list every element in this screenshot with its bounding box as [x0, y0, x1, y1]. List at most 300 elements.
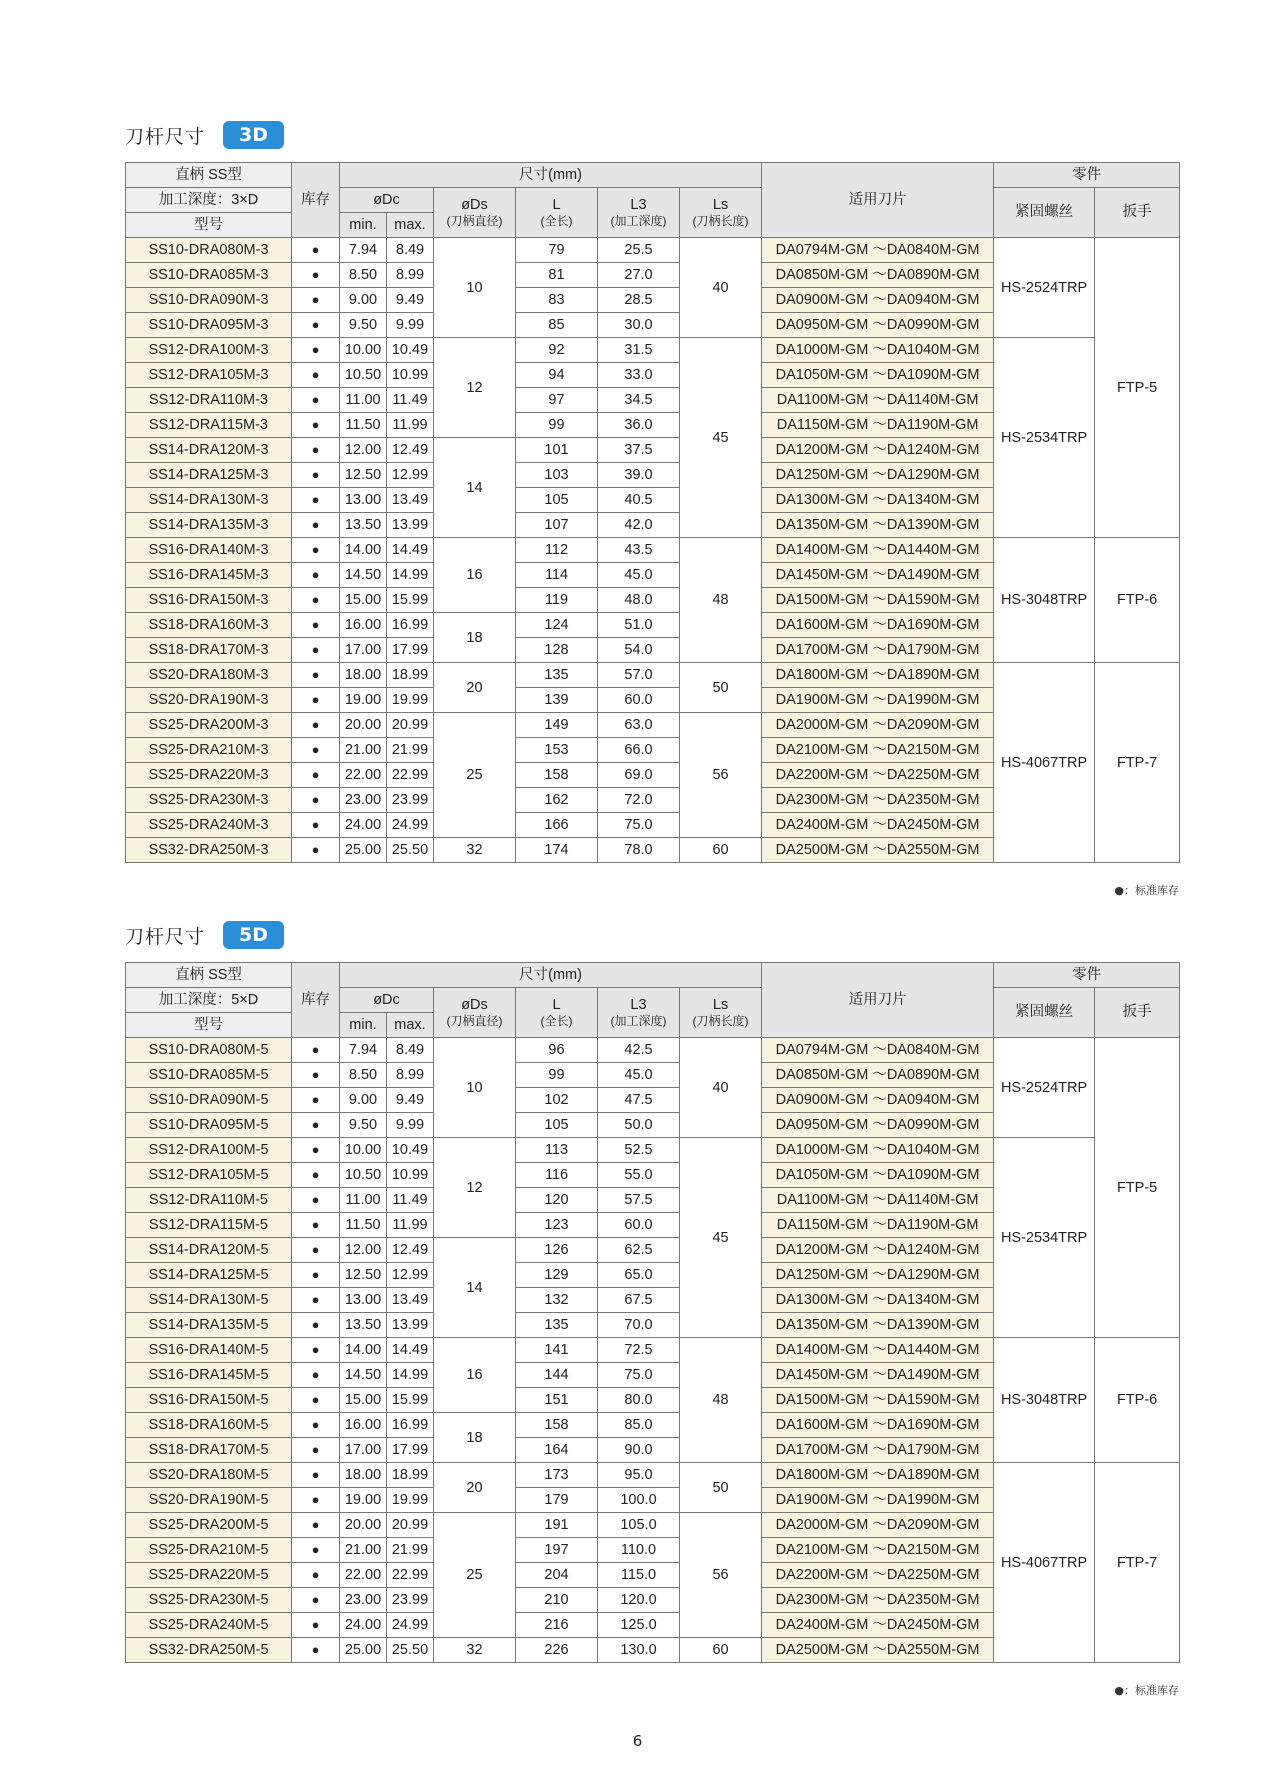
cell-stock: ● — [292, 1238, 340, 1263]
cell-l3: 78.0 — [598, 838, 680, 863]
cell-blade: DA1150M-GM ～DA1190M-GM — [762, 1213, 994, 1238]
cell-stock: ● — [292, 713, 340, 738]
cell-l3: 85.0 — [598, 1413, 680, 1438]
cell-stock: ● — [292, 238, 340, 263]
cell-stock: ● — [292, 488, 340, 513]
cell-dc-max: 17.99 — [387, 1438, 434, 1463]
cell-l3: 57.0 — [598, 663, 680, 688]
cell-model: SS12-DRA105M-5 — [126, 1163, 292, 1188]
cell-dc-max: 17.99 — [387, 638, 434, 663]
cell-l3: 67.5 — [598, 1288, 680, 1313]
cell-dc-max: 22.99 — [387, 763, 434, 788]
cell-model: SS14-DRA125M-5 — [126, 1263, 292, 1288]
cell-screw: HS-4067TRP — [994, 663, 1095, 863]
cell-ds: 25 — [434, 1513, 516, 1638]
section-badge: 3D — [223, 121, 284, 149]
cell-dc-min: 19.00 — [340, 1488, 387, 1513]
cell-model: SS25-DRA220M-5 — [126, 1563, 292, 1588]
cell-dc-max: 8.49 — [387, 238, 434, 263]
cell-stock: ● — [292, 363, 340, 388]
cell-l: 81 — [516, 263, 598, 288]
table-body — [126, 238, 1180, 863]
header-dc-min: min. — [340, 1013, 387, 1038]
cell-l3: 30.0 — [598, 313, 680, 338]
cell-dc-min: 12.00 — [340, 438, 387, 463]
cell-stock: ● — [292, 288, 340, 313]
header-parts: 零件 — [994, 163, 1180, 188]
cell-model: SS12-DRA100M-3 — [126, 338, 292, 363]
cell-dc-min: 13.00 — [340, 488, 387, 513]
cell-ds: 18 — [434, 1413, 516, 1463]
cell-ds: 25 — [434, 713, 516, 838]
cell-stock: ● — [292, 313, 340, 338]
cell-stock: ● — [292, 588, 340, 613]
cell-stock: ● — [292, 1388, 340, 1413]
cell-ls: 45 — [680, 1138, 762, 1338]
cell-l: 113 — [516, 1138, 598, 1163]
cell-model: SS12-DRA115M-5 — [126, 1213, 292, 1238]
cell-ds: 20 — [434, 663, 516, 713]
section-title — [125, 120, 284, 150]
cell-stock: ● — [292, 1038, 340, 1063]
cell-dc-max: 9.99 — [387, 313, 434, 338]
cell-dc-min: 11.50 — [340, 1213, 387, 1238]
cell-model: SS16-DRA140M-3 — [126, 538, 292, 563]
cell-l3: 33.0 — [598, 363, 680, 388]
cell-blade: DA1800M-GM ～DA1890M-GM — [762, 663, 994, 688]
cell-model: SS14-DRA130M-3 — [126, 488, 292, 513]
header-ls — [680, 188, 762, 238]
cell-stock: ● — [292, 663, 340, 688]
cell-ls: 40 — [680, 238, 762, 338]
header-model: 型号 — [126, 213, 292, 238]
cell-dc-min: 14.00 — [340, 538, 387, 563]
cell-dc-max: 11.99 — [387, 413, 434, 438]
cell-l3: 110.0 — [598, 1538, 680, 1563]
cell-ds: 14 — [434, 438, 516, 538]
cell-wrench: FTP-6 — [1095, 538, 1180, 663]
cell-dc-min: 16.00 — [340, 613, 387, 638]
cell-dc-max: 25.50 — [387, 1638, 434, 1663]
cell-stock: ● — [292, 1488, 340, 1513]
cell-model: SS10-DRA085M-3 — [126, 263, 292, 288]
cell-l3: 37.5 — [598, 438, 680, 463]
cell-dc-min: 14.50 — [340, 1363, 387, 1388]
header-blade: 适用刀片 — [762, 163, 994, 238]
cell-l3: 52.5 — [598, 1138, 680, 1163]
cell-screw: HS-2534TRP — [994, 338, 1095, 538]
cell-dc-min: 9.00 — [340, 288, 387, 313]
cell-dc-min: 20.00 — [340, 1513, 387, 1538]
cell-dc-min: 8.50 — [340, 263, 387, 288]
cell-model: SS20-DRA180M-3 — [126, 663, 292, 688]
cell-stock: ● — [292, 1438, 340, 1463]
cell-model: SS14-DRA135M-5 — [126, 1313, 292, 1338]
header-ls-sub: (刀柄长度) — [692, 1014, 749, 1028]
cell-blade: DA0794M-GM ～DA0840M-GM — [762, 1038, 994, 1063]
cell-dc-min: 15.00 — [340, 588, 387, 613]
cell-l: 112 — [516, 538, 598, 563]
cell-dc-min: 10.50 — [340, 1163, 387, 1188]
cell-dc-max: 16.99 — [387, 1413, 434, 1438]
cell-dc-max: 11.49 — [387, 388, 434, 413]
cell-dc-max: 23.99 — [387, 1588, 434, 1613]
cell-dc-max: 10.99 — [387, 363, 434, 388]
cell-dc-max: 14.49 — [387, 538, 434, 563]
cell-ls: 50 — [680, 1463, 762, 1513]
header-l-sub: (全长) — [540, 1014, 573, 1028]
cell-stock: ● — [292, 388, 340, 413]
cell-l: 158 — [516, 1413, 598, 1438]
cell-dc-min: 21.00 — [340, 1538, 387, 1563]
cell-stock: ● — [292, 413, 340, 438]
header-l — [516, 988, 598, 1038]
stock-legend: ●：标准库存 — [1114, 1684, 1179, 1697]
spec-table-5d — [125, 962, 1180, 1663]
cell-stock: ● — [292, 1588, 340, 1613]
cell-l: 151 — [516, 1388, 598, 1413]
cell-blade: DA1300M-GM ～DA1340M-GM — [762, 488, 994, 513]
cell-model: SS12-DRA115M-3 — [126, 413, 292, 438]
cell-blade: DA1600M-GM ～DA1690M-GM — [762, 613, 994, 638]
cell-l: 149 — [516, 713, 598, 738]
cell-dc-max: 8.99 — [387, 263, 434, 288]
cell-dc-max: 19.99 — [387, 1488, 434, 1513]
table-row — [126, 338, 1180, 363]
cell-dc-max: 15.99 — [387, 1388, 434, 1413]
cell-model: SS14-DRA125M-3 — [126, 463, 292, 488]
cell-l3: 42.0 — [598, 513, 680, 538]
cell-ls: 56 — [680, 713, 762, 838]
cell-l3: 54.0 — [598, 638, 680, 663]
cell-stock: ● — [292, 1463, 340, 1488]
cell-dc-max: 24.99 — [387, 1613, 434, 1638]
header-ls-label: Ls — [712, 197, 729, 213]
cell-dc-min: 17.00 — [340, 1438, 387, 1463]
cell-model: SS25-DRA230M-3 — [126, 788, 292, 813]
cell-ds: 18 — [434, 613, 516, 663]
spec-table-3d — [125, 162, 1180, 863]
cell-model: SS25-DRA230M-5 — [126, 1588, 292, 1613]
header-l3-label: L3 — [630, 997, 647, 1013]
cell-l3: 50.0 — [598, 1113, 680, 1138]
header-parts: 零件 — [994, 963, 1180, 988]
cell-dc-min: 20.00 — [340, 713, 387, 738]
cell-model: SS32-DRA250M-5 — [126, 1638, 292, 1663]
cell-dc-min: 9.50 — [340, 313, 387, 338]
cell-ds: 20 — [434, 1463, 516, 1513]
cell-l3: 36.0 — [598, 413, 680, 438]
cell-stock: ● — [292, 688, 340, 713]
cell-dc-min: 11.00 — [340, 1188, 387, 1213]
header-screw: 紧固螺丝 — [994, 988, 1095, 1038]
cell-l: 124 — [516, 613, 598, 638]
cell-dc-min: 12.50 — [340, 463, 387, 488]
header-ls — [680, 988, 762, 1038]
table-row — [126, 1338, 1180, 1363]
cell-l: 128 — [516, 638, 598, 663]
cell-dc-max: 9.49 — [387, 1088, 434, 1113]
cell-stock: ● — [292, 1513, 340, 1538]
cell-dc-max: 12.99 — [387, 1263, 434, 1288]
cell-stock: ● — [292, 1338, 340, 1363]
cell-l: 96 — [516, 1038, 598, 1063]
cell-dc-max: 13.99 — [387, 513, 434, 538]
cell-dc-max: 9.49 — [387, 288, 434, 313]
cell-l: 174 — [516, 838, 598, 863]
cell-dc-max: 8.49 — [387, 1038, 434, 1063]
cell-l: 191 — [516, 1513, 598, 1538]
cell-blade: DA1250M-GM ～DA1290M-GM — [762, 463, 994, 488]
cell-stock: ● — [292, 613, 340, 638]
cell-l: 85 — [516, 313, 598, 338]
cell-l: 79 — [516, 238, 598, 263]
header-ds-label: øDs — [461, 997, 488, 1013]
cell-dc-max: 14.49 — [387, 1338, 434, 1363]
cell-dc-max: 18.99 — [387, 663, 434, 688]
cell-dc-min: 24.00 — [340, 1613, 387, 1638]
cell-dc-min: 13.00 — [340, 1288, 387, 1313]
header-ds — [434, 188, 516, 238]
cell-dc-max: 11.49 — [387, 1188, 434, 1213]
cell-screw: HS-2524TRP — [994, 238, 1095, 338]
cell-wrench: FTP-7 — [1095, 1463, 1180, 1663]
cell-model: SS16-DRA150M-5 — [126, 1388, 292, 1413]
cell-blade: DA0950M-GM ～DA0990M-GM — [762, 1113, 994, 1138]
cell-model: SS25-DRA210M-3 — [126, 738, 292, 763]
cell-stock: ● — [292, 763, 340, 788]
cell-l3: 34.5 — [598, 388, 680, 413]
cell-l3: 63.0 — [598, 713, 680, 738]
cell-dc-max: 13.49 — [387, 1288, 434, 1313]
cell-dc-min: 19.00 — [340, 688, 387, 713]
cell-l3: 65.0 — [598, 1263, 680, 1288]
cell-l3: 66.0 — [598, 738, 680, 763]
cell-ds: 10 — [434, 238, 516, 338]
cell-dc-min: 7.94 — [340, 1038, 387, 1063]
cell-l: 153 — [516, 738, 598, 763]
cell-blade: DA1700M-GM ～DA1790M-GM — [762, 1438, 994, 1463]
cell-dc-min: 24.00 — [340, 813, 387, 838]
page-number: 6 — [632, 1732, 643, 1750]
cell-model: SS12-DRA110M-5 — [126, 1188, 292, 1213]
cell-dc-max: 20.99 — [387, 1513, 434, 1538]
cell-l: 226 — [516, 1638, 598, 1663]
cell-l: 123 — [516, 1213, 598, 1238]
cell-model: SS25-DRA200M-5 — [126, 1513, 292, 1538]
cell-l: 126 — [516, 1238, 598, 1263]
cell-l: 210 — [516, 1588, 598, 1613]
cell-screw: HS-4067TRP — [994, 1463, 1095, 1663]
cell-l: 120 — [516, 1188, 598, 1213]
cell-l3: 28.5 — [598, 288, 680, 313]
cell-l3: 57.5 — [598, 1188, 680, 1213]
header-l3 — [598, 188, 680, 238]
cell-stock: ● — [292, 1088, 340, 1113]
header-model: 型号 — [126, 1013, 292, 1038]
cell-l3: 69.0 — [598, 763, 680, 788]
cell-l3: 60.0 — [598, 1213, 680, 1238]
header-screw: 紧固螺丝 — [994, 188, 1095, 238]
cell-model: SS10-DRA090M-3 — [126, 288, 292, 313]
cell-model: SS32-DRA250M-3 — [126, 838, 292, 863]
section-badge: 5D — [223, 921, 284, 949]
cell-ds: 32 — [434, 838, 516, 863]
table-body — [126, 1038, 1180, 1663]
header-dc-max: max. — [387, 213, 434, 238]
cell-model: SS12-DRA100M-5 — [126, 1138, 292, 1163]
cell-blade: DA0850M-GM ～DA0890M-GM — [762, 263, 994, 288]
cell-dc-max: 10.49 — [387, 1138, 434, 1163]
cell-l: 216 — [516, 1613, 598, 1638]
cell-l: 173 — [516, 1463, 598, 1488]
header-l3-label: L3 — [630, 197, 647, 213]
cell-ls: 45 — [680, 338, 762, 538]
cell-dc-min: 12.50 — [340, 1263, 387, 1288]
cell-model: SS20-DRA190M-3 — [126, 688, 292, 713]
cell-stock: ● — [292, 638, 340, 663]
cell-l3: 55.0 — [598, 1163, 680, 1188]
cell-dc-max: 21.99 — [387, 738, 434, 763]
cell-l: 99 — [516, 413, 598, 438]
cell-l3: 125.0 — [598, 1613, 680, 1638]
cell-l: 129 — [516, 1263, 598, 1288]
cell-ls: 48 — [680, 1338, 762, 1463]
cell-l: 132 — [516, 1288, 598, 1313]
cell-dc-max: 9.99 — [387, 1113, 434, 1138]
table-row — [126, 663, 1180, 688]
cell-stock: ● — [292, 738, 340, 763]
cell-wrench: FTP-6 — [1095, 1338, 1180, 1463]
header-blade: 适用刀片 — [762, 963, 994, 1038]
cell-l3: 48.0 — [598, 588, 680, 613]
cell-blade: DA2300M-GM ～DA2350M-GM — [762, 1588, 994, 1613]
cell-l3: 90.0 — [598, 1438, 680, 1463]
cell-l: 94 — [516, 363, 598, 388]
cell-dc-max: 11.99 — [387, 1213, 434, 1238]
cell-l: 97 — [516, 388, 598, 413]
header-l3 — [598, 988, 680, 1038]
cell-blade: DA2500M-GM ～DA2550M-GM — [762, 1638, 994, 1663]
cell-l3: 95.0 — [598, 1463, 680, 1488]
cell-stock: ● — [292, 563, 340, 588]
cell-ls: 50 — [680, 663, 762, 713]
cell-dc-min: 10.00 — [340, 338, 387, 363]
cell-blade: DA0900M-GM ～DA0940M-GM — [762, 1088, 994, 1113]
cell-blade: DA1250M-GM ～DA1290M-GM — [762, 1263, 994, 1288]
cell-stock: ● — [292, 263, 340, 288]
cell-l: 204 — [516, 1563, 598, 1588]
cell-stock: ● — [292, 1288, 340, 1313]
cell-model: SS12-DRA110M-3 — [126, 388, 292, 413]
cell-dc-min: 11.00 — [340, 388, 387, 413]
section-title — [125, 920, 284, 950]
cell-model: SS25-DRA240M-5 — [126, 1613, 292, 1638]
cell-blade: DA1800M-GM ～DA1890M-GM — [762, 1463, 994, 1488]
cell-blade: DA1500M-GM ～DA1590M-GM — [762, 1388, 994, 1413]
cell-dc-max: 13.49 — [387, 488, 434, 513]
cell-l3: 43.5 — [598, 538, 680, 563]
cell-stock: ● — [292, 338, 340, 363]
cell-model: SS25-DRA200M-3 — [126, 713, 292, 738]
cell-dc-min: 13.50 — [340, 513, 387, 538]
cell-dc-min: 9.50 — [340, 1113, 387, 1138]
cell-dc-max: 21.99 — [387, 1538, 434, 1563]
header-l-label: L — [552, 197, 561, 213]
cell-screw: HS-3048TRP — [994, 538, 1095, 663]
header-ds-sub: (刀柄直径) — [446, 1014, 503, 1028]
cell-l3: 40.5 — [598, 488, 680, 513]
cell-blade: DA1100M-GM ～DA1140M-GM — [762, 388, 994, 413]
cell-blade: DA1150M-GM ～DA1190M-GM — [762, 413, 994, 438]
header-wrench: 扳手 — [1095, 988, 1180, 1038]
cell-l: 83 — [516, 288, 598, 313]
header-stock: 库存 — [292, 163, 340, 238]
cell-l3: 130.0 — [598, 1638, 680, 1663]
cell-l: 102 — [516, 1088, 598, 1113]
cell-blade: DA1000M-GM ～DA1040M-GM — [762, 1138, 994, 1163]
cell-dc-min: 14.00 — [340, 1338, 387, 1363]
cell-l3: 80.0 — [598, 1388, 680, 1413]
cell-blade: DA2000M-GM ～DA2090M-GM — [762, 1513, 994, 1538]
cell-model: SS20-DRA180M-5 — [126, 1463, 292, 1488]
cell-blade: DA1600M-GM ～DA1690M-GM — [762, 1413, 994, 1438]
cell-stock: ● — [292, 1563, 340, 1588]
cell-model: SS14-DRA130M-5 — [126, 1288, 292, 1313]
cell-wrench: FTP-7 — [1095, 663, 1180, 863]
cell-model: SS14-DRA120M-5 — [126, 1238, 292, 1263]
cell-blade: DA2100M-GM ～DA2150M-GM — [762, 1538, 994, 1563]
cell-blade: DA2400M-GM ～DA2450M-GM — [762, 813, 994, 838]
cell-blade: DA0900M-GM ～DA0940M-GM — [762, 288, 994, 313]
cell-l: 105 — [516, 1113, 598, 1138]
cell-l3: 120.0 — [598, 1588, 680, 1613]
cell-model: SS10-DRA080M-3 — [126, 238, 292, 263]
header-ls-label: Ls — [712, 997, 729, 1013]
cell-l3: 75.0 — [598, 813, 680, 838]
cell-blade: DA1400M-GM ～DA1440M-GM — [762, 1338, 994, 1363]
cell-stock: ● — [292, 1138, 340, 1163]
cell-l3: 115.0 — [598, 1563, 680, 1588]
cell-dc-max: 22.99 — [387, 1563, 434, 1588]
header-dc: øDc — [340, 988, 434, 1013]
cell-l: 197 — [516, 1538, 598, 1563]
cell-stock: ● — [292, 1263, 340, 1288]
cell-dc-max: 23.99 — [387, 788, 434, 813]
cell-l: 139 — [516, 688, 598, 713]
cell-stock: ● — [292, 513, 340, 538]
header-depth: 加工深度：5×D — [126, 988, 292, 1013]
cell-l3: 27.0 — [598, 263, 680, 288]
cell-blade: DA1900M-GM ～DA1990M-GM — [762, 1488, 994, 1513]
cell-model: SS10-DRA085M-5 — [126, 1063, 292, 1088]
cell-blade: DA1700M-GM ～DA1790M-GM — [762, 638, 994, 663]
cell-stock: ● — [292, 538, 340, 563]
cell-model: SS20-DRA190M-5 — [126, 1488, 292, 1513]
cell-model: SS12-DRA105M-3 — [126, 363, 292, 388]
table-row — [126, 1138, 1180, 1163]
cell-ls: 40 — [680, 1038, 762, 1138]
cell-model: SS25-DRA210M-5 — [126, 1538, 292, 1563]
cell-blade: DA2100M-GM ～DA2150M-GM — [762, 738, 994, 763]
cell-model: SS18-DRA160M-3 — [126, 613, 292, 638]
cell-dc-min: 22.00 — [340, 1563, 387, 1588]
cell-dc-max: 12.99 — [387, 463, 434, 488]
cell-l: 166 — [516, 813, 598, 838]
cell-stock: ● — [292, 1063, 340, 1088]
cell-blade: DA0794M-GM ～DA0840M-GM — [762, 238, 994, 263]
header-l-label: L — [552, 997, 561, 1013]
